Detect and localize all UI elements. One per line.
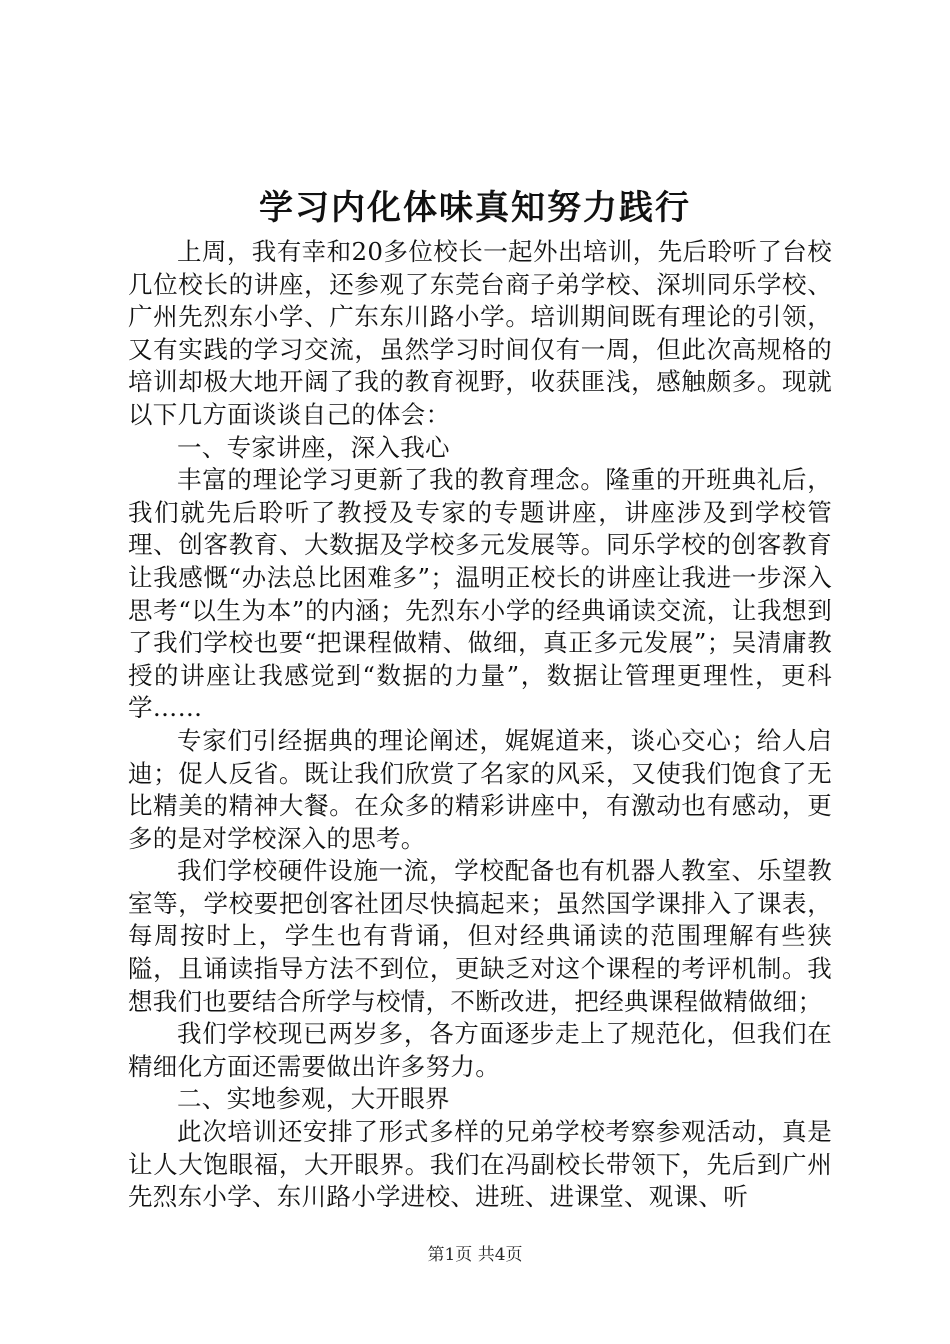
document-title: 学习内化体味真知努力践行 bbox=[259, 188, 691, 228]
section-heading-2: 二、实地参观，大开眼界 bbox=[177, 1084, 450, 1114]
paragraph-visits: 此次培训还安排了形式多样的兄弟学校考察参观活动，真是让人大饱眼福，大开眼界。我们在冯副校长带领下，先后到广州先烈东小学、东川路小学进校、进班、进课堂、观课、听 bbox=[128, 1117, 832, 1212]
paragraph-lectures: 丰富的理论学习更新了我的教育理念。隆重的开班典礼后，我们就先后聆听了教授及专家的专题讲座，讲座涉及到学校管理、创客教育、大数据及学校多元发展等。同乐学校的创客教育让我感慨“办法总比困难多”；温明正校长的讲座让我进一步深入思考“以生为本”的内涵；先烈东小学的经典诵读交流，让我想到了我们学校也要“把课程做精、做细，真正多元发展”；吴清庸教授的讲座让我感觉到“数据的力量”，数据让管理更理性，更科学…… bbox=[128, 465, 832, 723]
paragraph-intro: 上周，我有幸和20多位校长一起外出培训，先后聆听了台校几位校长的讲座，还参观了东莞台商子弟学校、深圳同乐学校、广州先烈东小学、广东东川路小学。培训期间既有理论的引领，又有实践的学习交流，虽然学习时间仅有一周，但此次高规格的培训却极大地开阔了我的教育视野，收获匪浅，感触颇多。现就以下几方面谈谈自己的体会： bbox=[128, 237, 832, 429]
document-body bbox=[128, 236, 832, 1214]
paragraph-school-age: 我们学校现已两岁多，各方面逐步走上了规范化，但我们在精细化方面还需要做出许多努力。 bbox=[128, 1019, 832, 1081]
paragraph-school-facilities: 我们学校硬件设施一流，学校配备也有机器人教室、乐望教室等，学校要把创客社团尽快搞起来；虽然国学课排入了课表，每周按时上，学生也有背诵，但对经典诵读的范围理解有些狭隘，且诵读指导方法不到位，更缺乏对这个课程的考评机制。我想我们也要结合所学与校情，不断改进，把经典课程做精做细； bbox=[128, 856, 832, 1016]
page-footer: 第1页 共4页 bbox=[427, 1245, 523, 1265]
section-heading-1: 一、专家讲座，深入我心 bbox=[177, 432, 450, 462]
paragraph-experts: 专家们引经据典的理论阐述，娓娓道来，谈心交心；给人启迪；促人反省。既让我们欣赏了名家的风采，又使我们饱食了无比精美的精神大餐。在众多的精彩讲座中，有激动也有感动，更多的是对学校深入的思考。 bbox=[128, 725, 832, 853]
